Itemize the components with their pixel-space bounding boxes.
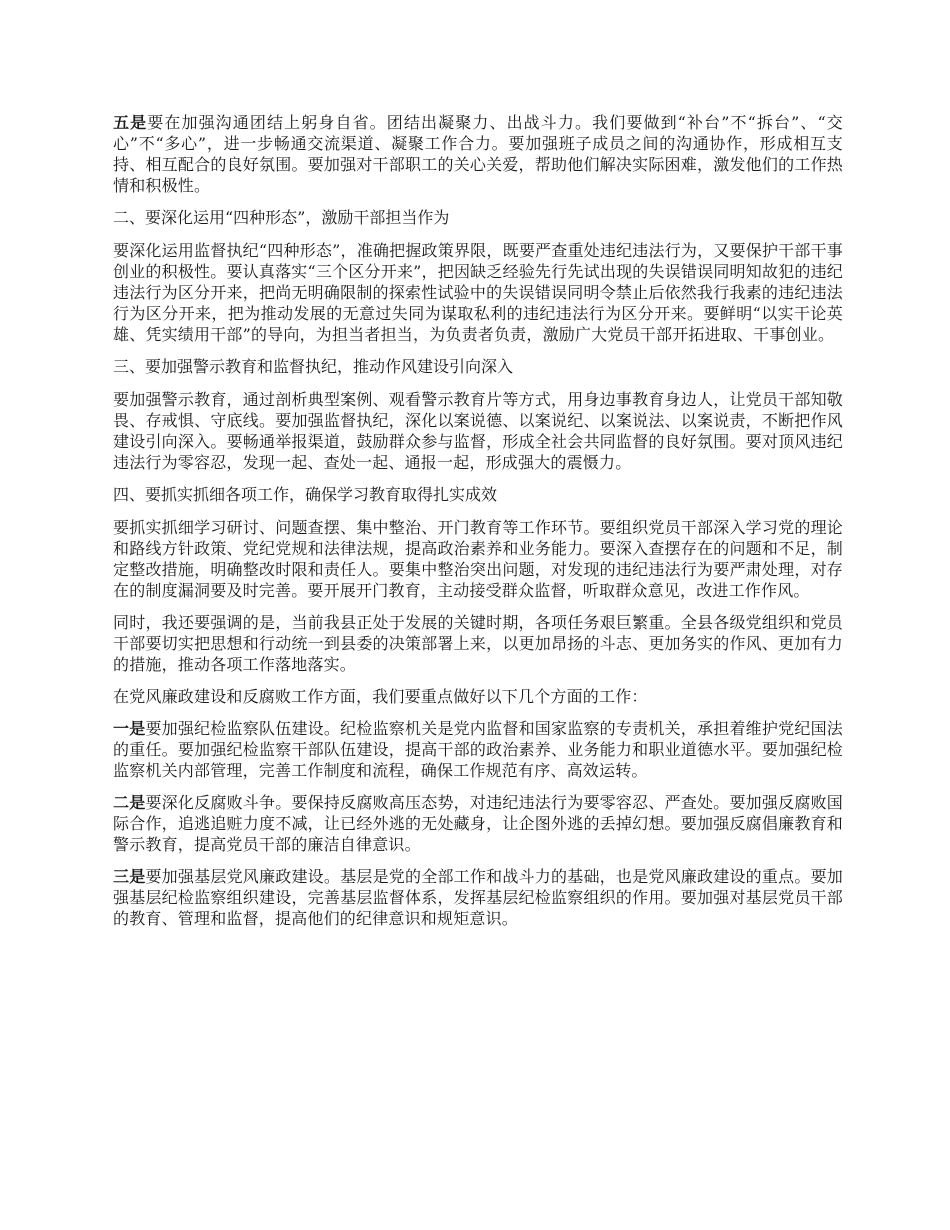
paragraph-text: 要深化反腐败斗争。要保持反腐败高压态势，对违纪违法行为要零容忍、严查处。要加强反腐败国际合作，追逃追赃力度不减，让已经外逃的无处藏身，让企图外逃的丢掉幻想。要加强反腐倡廉教育和警示教育，提高党员干部的廉洁自律意识。 [113, 793, 843, 854]
paragraph-text: 要加强纪检监察队伍建设。纪检监察机关是党内监督和国家监察的专责机关，承担着维护党纪国法的重任。要加强纪检监察干部队伍建设，提高干部的政治素养、业务能力和职业道德水平。要加强纪检监察机关内部管理，完善工作制度和流程，确保工作规范有序、高效运转。 [113, 719, 843, 780]
section-heading-2: 二、要深化运用“四种形态”，激励干部担当作为 [113, 208, 450, 227]
paragraph-anticorruption-intro: 在党风廉政建设和反腐败工作方面，我们要重点做好以下几个方面的工作： [113, 687, 648, 706]
paragraph-second-point [113, 792, 843, 855]
paragraph-text: 要加强基层党风廉政建设。基层是党的全部工作和战斗力的基础，也是党风廉政建设的重点。要加强基层纪检监察组织建设，完善基层监督体系，发挥基层纪检监察组织的作用。要加强对基层党员干部的教育、管理和监督，提高他们的纪律意识和规矩意识。 [113, 867, 843, 928]
paragraph-implementation: 要抓实抓细学习研讨、问题查摆、集中整治、开门教育等工作环节。要组织党员干部深入学习党的理论和路线方针政策、党纪党规和法律法规，提高政治素养和业务能力。要深入查摆存在的问题和不足，制定整改措施，明确整改时限和责任人。要集中整治突出问题，对发现的违纪违法行为要严肃处理，对存在的制度漏洞要及时完善。要开展开门教育，主动接受群众监督，听取群众意见，改进工作作风。 [113, 518, 843, 600]
paragraph-text: 要在加强沟通团结上躬身自省。团结出凝聚力、出战斗力。我们要做到“补台”不“拆台”、“交心”不“多心”，进一步畅通交流渠道、凝聚工作合力。要加强班子成员之间的沟通协作，形成相互支持、相互配合的良好氛围。要加强对干部职工的关心关爱，帮助他们解决实际困难，激发他们的工作热情和积极性。 [113, 113, 844, 195]
paragraph-fifth-point [113, 112, 843, 196]
paragraph-third-point [113, 866, 843, 929]
section-heading-3: 三、要加强警示教育和监督执纪，推动作风建设引向深入 [113, 357, 514, 376]
paragraph-lead: 一是 [113, 719, 146, 738]
paragraph-four-forms: 要深化运用监督执纪“四种形态”，准确把握政策界限，既要严查重处违纪违法行为，又要保护干部干事创业的积极性。要认真落实“三个区分开来”，把因缺乏经验先行先试出现的失误错误同明知故犯的违纪违法行为区分开来，把尚无明确限制的探索性试验中的失误错误同明令禁止后依然我行我素的违纪违法行为区分开来，把为推动发展的无意过失同为谋取私利的违纪违法行为区分开来。要鲜明“以实干论英雄、凭实绩用干部”的导向，为担当者担当，为负责者负责，激励广大党员干部开拓进取、干事创业。 [113, 241, 843, 344]
paragraph-lead: 三是 [113, 867, 146, 886]
paragraph-warning-education: 要加强警示教育，通过剖析典型案例、观看警示教育片等方式，用身边事教育身边人，让党员干部知敬畏、存戒惧、守底线。要加强监督执纪，深化以案说德、以案说纪、以案说法、以案说责，不断把作风建设引向深入。要畅通举报渠道，鼓励群众参与监督，形成全社会共同监督的良好氛围。要对顶风违纪违法行为零容忍，发现一起、查处一起、通报一起，形成强大的震慑力。 [113, 390, 843, 472]
section-heading-4: 四、要抓实抓细各项工作，确保学习教育取得扎实成效 [113, 485, 498, 504]
paragraph-emphasis: 同时，我还要强调的是，当前我县正处于发展的关键时期，各项任务艰巨繁重。全县各级党组织和党员干部要切实把思想和行动统一到县委的决策部署上来，以更加昂扬的斗志、更加务实的作风、更加有力的措施，推动各项工作落地落实。 [113, 613, 843, 674]
document-body [113, 112, 843, 940]
paragraph-lead: 五是 [113, 113, 148, 132]
paragraph-first-point [113, 718, 843, 781]
paragraph-lead: 二是 [113, 793, 146, 812]
